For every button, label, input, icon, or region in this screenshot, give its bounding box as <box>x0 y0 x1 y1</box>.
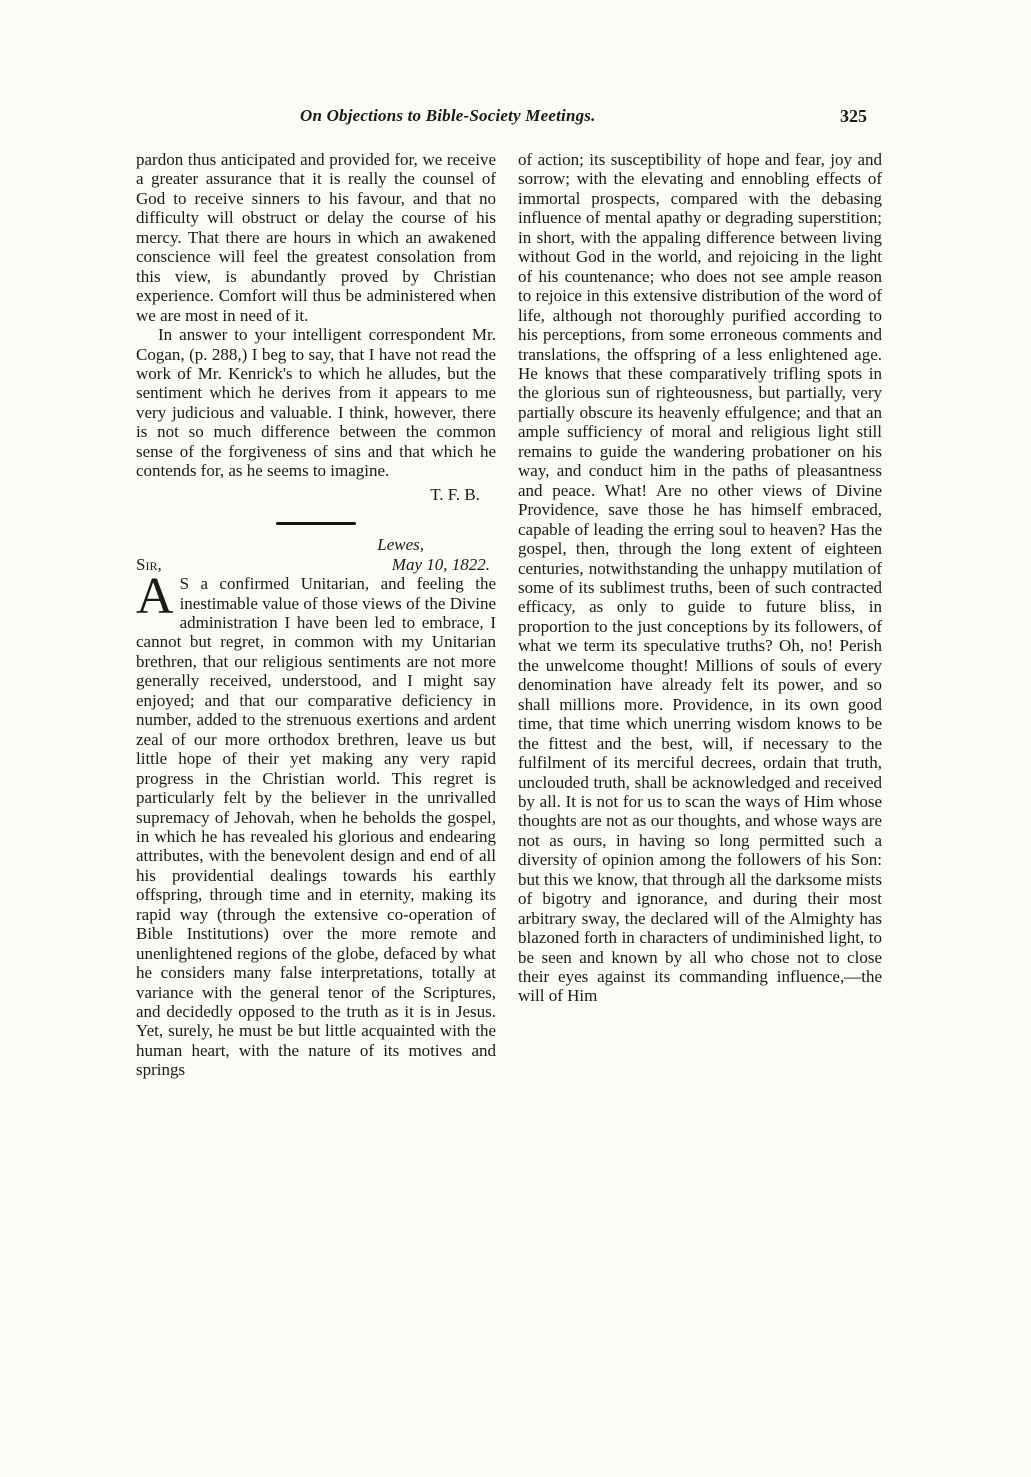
letter-date: May 10, 1822. <box>391 554 490 574</box>
letter-heading <box>136 555 496 574</box>
running-title: On Objections to Bible-Society Meetings. <box>300 106 596 125</box>
paragraph-unitarian <box>136 568 496 1080</box>
signature: T. F. B. <box>430 484 480 504</box>
drop-cap: A <box>136 568 174 626</box>
page-number: 325 <box>840 106 867 126</box>
paragraph-cogan: In answer to your intelligent correspondent Mr. Cogan, (p. 288,) I beg to say, that I have not read the work of Mr. Kenrick's to which he alludes, but the sentiment which he derives from it appears to me very judicious and valuable. I think, however, there is not so much difference between the common sense of the forgiveness of sins and that which he contends for, as he seems to imagine. <box>136 325 496 481</box>
right-column <box>518 150 882 1006</box>
letter-place: Lewes, <box>377 535 424 555</box>
left-column <box>136 150 496 1080</box>
paragraph-continued: of action; its susceptibility of hope and fear, joy and sorrow; with the elevating and ennobling effects of immortal prospects, compared with the debasing influence of mental apathy or degrading superstition; in short, with the appaling difference between living without God in the world, and rejoicing in the light of his countenance; who does not see ample reason to rejoice in this extensive distribution of the word of life, although not thoroughly purified according to his perceptions, from some erroneous comments and translations, the offspring of a less enlightened age. He knows that these comparatively trifling spots in the glorious sun of righteousness, but partially, very partially obscure its heavenly effulgence; and that an ample sufficiency of moral and religious light still remains to guide the wandering probationer on his way, and conduct him in the paths of pleasantness and peace. What! Are no other views of Divine Providence, save those he has himself embraced, capable of leading the erring soul to heaven? Has the gospel, then, through the long extent of eighteen centuries, notwithstanding the unhappy mutilation of some of its sublimest truths, been of such contracted efficacy, as only to guide to future bliss, in proportion to the just conceptions by its followers, of what we term its speculative truths? Oh, no! Perish the unwelcome thought! Millions of souls of every denomination have already felt its power, and so shall millions more. Providence, in its own good time, that time which unerring wisdom knows to be the fittest and the best, will, if necessary to the fulfilment of its merciful decrees, ordain that truth, unclouded truth, shall be acknowledged and received by all. It is not for us to scan the ways of Him whose thoughts are not as our thoughts, and whose ways are not as ours, in having so long permitted such a diversity of opinion among the followers of his Son: but this we know, that through all the darksome mists of bigotry and ignorance, and during their most arbitrary sway, the declared will of the Almighty has blazoned forth in characters of undiminished light, to be seen and known by all who chose not to close their eyes against its commanding influence,—the will of Him <box>518 150 882 1006</box>
paragraph-pardon: pardon thus anticipated and provided for, we receive a greater assurance that it is really the counsel of God to receive sinners to his favour, and that no difficulty will obstruct or delay the course of his mercy. That there are hours in which an awakened conscience will feel the greatest consolation from this view, is abundantly proved by Christian experience. Comfort will thus be administered when we are most in need of it. <box>136 150 496 325</box>
salutation: Sir, <box>136 554 162 574</box>
section-divider <box>276 522 356 525</box>
paragraph-unitarian-text: S a confirmed Unitarian, and feeling the inestimable value of those views of the Divine administration I have been led to embrace, I cannot but regret, in common with my Unitarian brethren, that our religious sentiments are not more generally received, understood, and I might say enjoyed; and that our comparative deficiency in number, added to the strenuous exertions and ardent zeal of our more orthodox brethren, leave us but little hope of their yet making any very rapid progress in the Christian world. This regret is particularly felt by the believer in the unrivalled supremacy of Jehovah, when he beholds the gospel, in which he has revealed his glorious and endearing attributes, with the benevolent design and end of all his providential dealings towards his earthly offspring, through time and in eternity, making its rapid way (through the extensive co-operation of Bible Institutions) over the more remote and unenlightened regions of the globe, defaced by what he considers many false interpretations, totally at variance with the general tenor of the Scriptures, and decidedly opposed to the truth as it is in Jesus. Yet, surely, he must be but little acquainted with the human heart, with the nature of its motives and springs <box>136 574 496 1080</box>
